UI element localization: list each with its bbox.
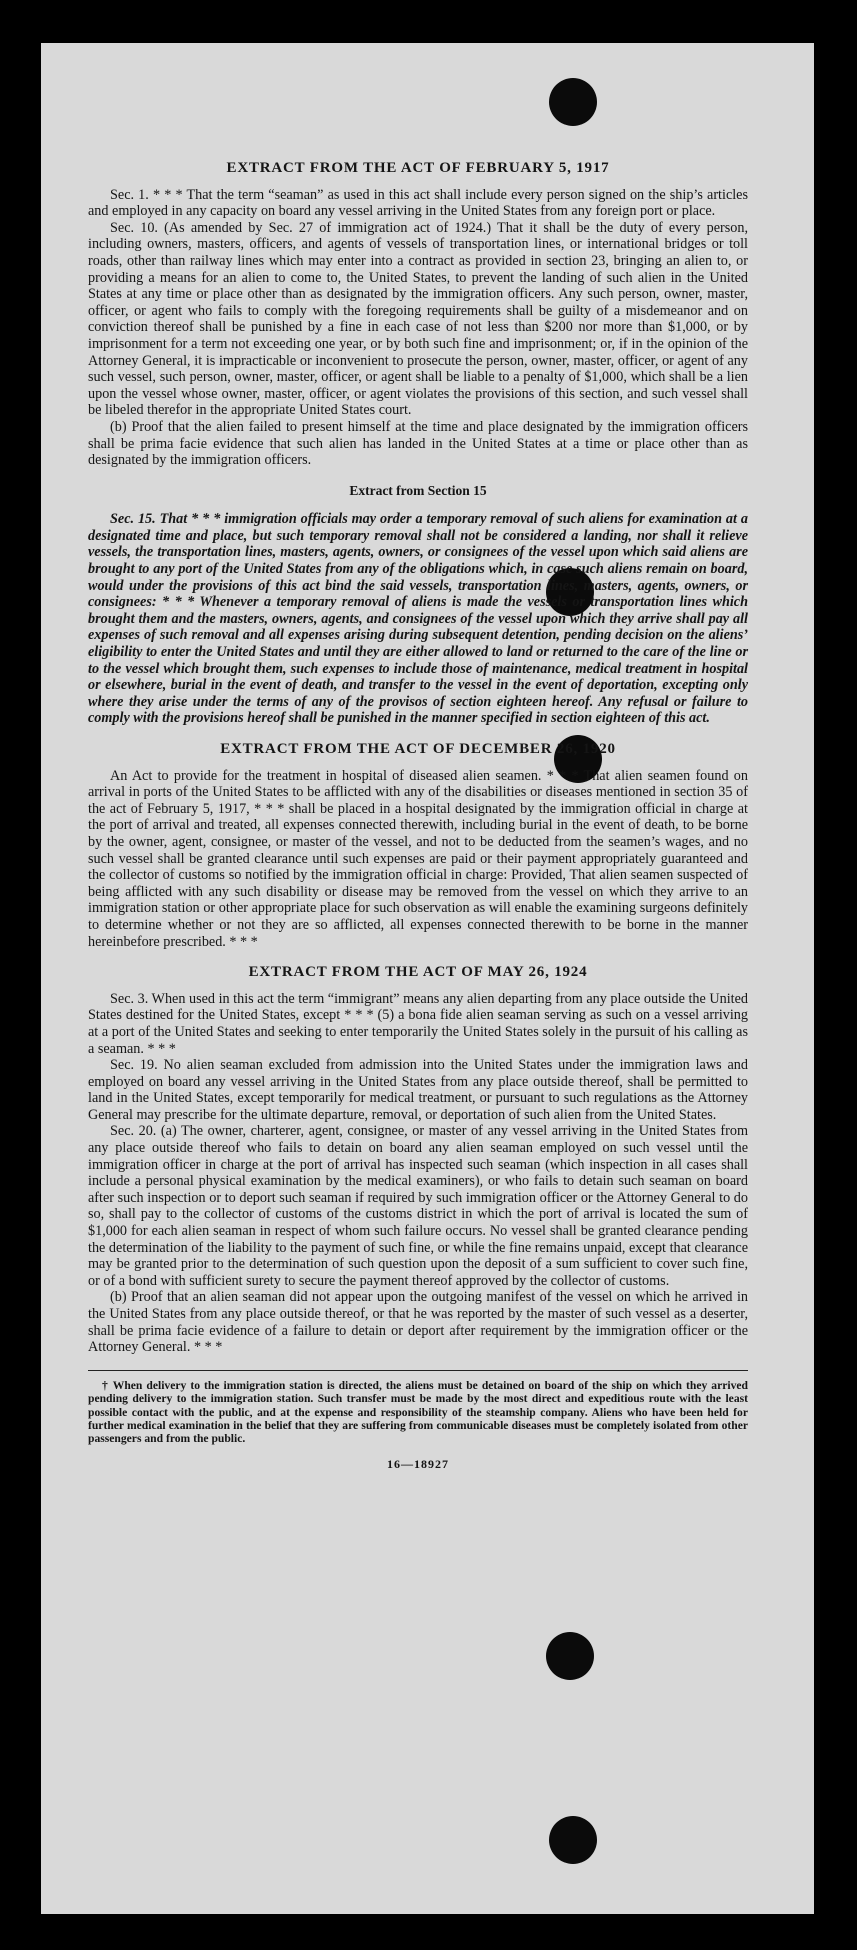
punch-hole-top xyxy=(549,78,597,126)
paragraph: Sec. 15. That * * * immigration officials may order a temporary removal of such aliens for examination at a designated time and place, but such temporary removal shall not be considered a landing, nor shall it relieve vessels, the transportation lines, masters, agents, owners, or consignees of the vessel upon which said aliens are brought to any port of the United States from any of the obligations which, in case such aliens remain on board, would under the provisions of this act bind the said vessels, transportation lines, masters, agents, owners, or consignees: * * * Whenever a temporary removal of aliens is made the vessels or transportation lines which brought them and the masters, owners, agents, and consignees of the vessel upon which they arrive shall pay all expenses of such removal and all expenses arising during subsequent detention, pending decision on the aliens’ eligibility to enter the United States and until they are either allowed to land or returned to the care of the line or to the vessel which brought them, such expenses to include those of maintenance, medical treatment in hospital or elsewhere, burial in the event of death, and transfer to the vessel in the event of deportation, excepting only where they arise under the terms of any of the provisos of section eighteen hereof. Any refusal or failure to comply with the provisions hereof shall be punished in the manner specified in section eighteen of this act. xyxy=(88,511,748,727)
punch-hole-bottom xyxy=(549,1816,597,1864)
section-15-extract xyxy=(88,483,748,727)
footnote-text: † When delivery to the immigration station is directed, the aliens must be detained on board of the ship on which they arrived pending delivery to the immigration station. Such transfer must be made by the most direct and expeditious route with the least possible contact with the public, and at the expense and responsibility of the steamship company. Aliens who have been held for further medical examination in the belief that they are suffering from communicable diseases must be completely isolated from other passengers and from the public. xyxy=(88,1378,748,1446)
punch-hole-lower xyxy=(546,1632,594,1680)
paragraph: Sec. 1. * * * That the term “seaman” as used in this act shall include every person signed on the ship’s articles and employed in any capacity on board any vessel arriving in the United States from any foreign port or place. xyxy=(88,186,748,220)
document-body xyxy=(88,160,748,1472)
footnote-divider xyxy=(88,1370,748,1371)
section-act-1917 xyxy=(88,160,748,469)
section-heading: EXTRACT FROM THE ACT OF DECEMBER 26, 1920 xyxy=(220,741,616,757)
section-heading: EXTRACT FROM THE ACT OF FEBRUARY 5, 1917 xyxy=(226,160,610,176)
paragraph: Sec. 10. (As amended by Sec. 27 of immigration act of 1924.) That it shall be the duty of every person, including owners, masters, officers, and agents of vessels of transportation lines, or international bridges or toll roads, other than railway lines which may enter into a contract as provided in section 23, bringing an alien to, or providing a means for an alien to come to, the United States, to prevent the landing of such alien in the United States at any time or place other than as designated by the immigration officers. Any such person, owner, master, officer, or agent who fails to comply with the foregoing requirements shall be guilty of a misdemeanor and on conviction thereof shall be punished by a fine in each case of not less than $200 nor more than $1,000, or by imprisonment for a term not exceeding one year, or by both such fine and imprisonment; or, if in the opinion of the Attorney General, it is impracticable or inconvenient to prosecute the person, owner, master, officer, or agent of any such vessel, such person, owner, master, officer, or agent shall be liable to a penalty of $1,000, which shall be a lien upon the vessel whose owner, master, officer, or agent violates the provisions of this section, and such vessel shall be libeled therefor in the appropriate United States court. xyxy=(88,219,748,419)
document-number: 16—18927 xyxy=(387,1456,449,1471)
paragraph: Sec. 19. No alien seaman excluded from admission into the United States under the immigration laws and employed on board any vessel arriving in the United States from any place outside thereof, shall be permitted to land in the United States, except temporarily for medical treatment, or pursuant to such regulations as the Attorney General may prescribe for the ultimate departure, removal, or deportation of such alien from the United States. xyxy=(88,1057,748,1123)
footnote xyxy=(88,1379,748,1446)
paragraph: Sec. 3. When used in this act the term “immigrant” means any alien departing from any place outside the United States destined for the United States, except * * * (5) a bona fide alien seaman serving as such on a vessel arriving at a port of the United States and seeking to enter temporarily the United States solely in the pursuit of his calling as a seaman. * * * xyxy=(88,990,748,1057)
paragraph: (b) Proof that an alien seaman did not appear upon the outgoing manifest of the vessel on which he arrived in the United States from any place outside thereof, or that he was reported by the master of such vessel as a deserter, shall be prima facie evidence of a failure to detain or deport after requirement by the immigration officer or the Attorney General. * * * xyxy=(88,1289,748,1356)
paragraph: (b) Proof that the alien failed to present himself at the time and place designated by the immigration officers shall be prima facie evidence that such alien has landed in the United States at a time or place other than as designated by the immigration officers. xyxy=(88,418,748,469)
section-heading: EXTRACT FROM THE ACT OF MAY 26, 1924 xyxy=(248,964,588,981)
section-act-1920 xyxy=(88,741,748,950)
section-act-1924 xyxy=(88,964,748,1356)
paragraph: Sec. 20. (a) The owner, charterer, agent, consignee, or master of any vessel arriving in the United States from any place outside thereof who fails to detain on board any alien seaman employed on such vessel until the immigration officer in charge at the port of arrival has inspected such seaman (which inspection in all cases shall include a personal physical examination by the medical examiners), or who fails to detain such seaman on board after such inspection or to deport such seaman if required by such immigration officer or the Attorney General to do so, shall pay to the collector of customs of the customs district in which the port of arrival is located the sum of $1,000 for each alien seaman in respect of whom such failure occurs. No vessel shall be granted clearance pending the determination of the liability to the payment of such fine, or while the fine remains unpaid, except that clearance may be granted prior to the determination of such question upon the deposit of a sum sufficient to cover such fine, or of a bond with sufficient surety to secure the payment thereof approved by the collector of customs. xyxy=(88,1123,748,1289)
paragraph: An Act to provide for the treatment in hospital of diseased alien seamen. * * * That alien seamen found on arrival in ports of the United States to be afflicted with any of the disabilities or diseases mentioned in section 35 of the act of February 5, 1917, * * * shall be placed in a hospital designated by the immigration official in charge at the port of arrival and treated, all expenses connected therewith, including burial in the event of death, to be borne by the owner, agent, consignee, or master of the vessel, and not to be deducted from the seamen’s wages, and no such vessel shall be granted clearance until such expenses are paid or their payment appropriately guaranteed and the collector of customs so notified by the immigration official in charge: Provided, That alien seamen suspected of being afflicted with any such disability or disease may be removed from the vessel on which they arrive to an immigration station or other appropriate place for such observation as will enable the examining surgeons definitely to determine whether or not they are so afflicted, all expenses connected therewith to be borne in the manner hereinbefore prescribed. * * * xyxy=(88,767,748,950)
section-subheading: Extract from Section 15 xyxy=(349,482,487,498)
